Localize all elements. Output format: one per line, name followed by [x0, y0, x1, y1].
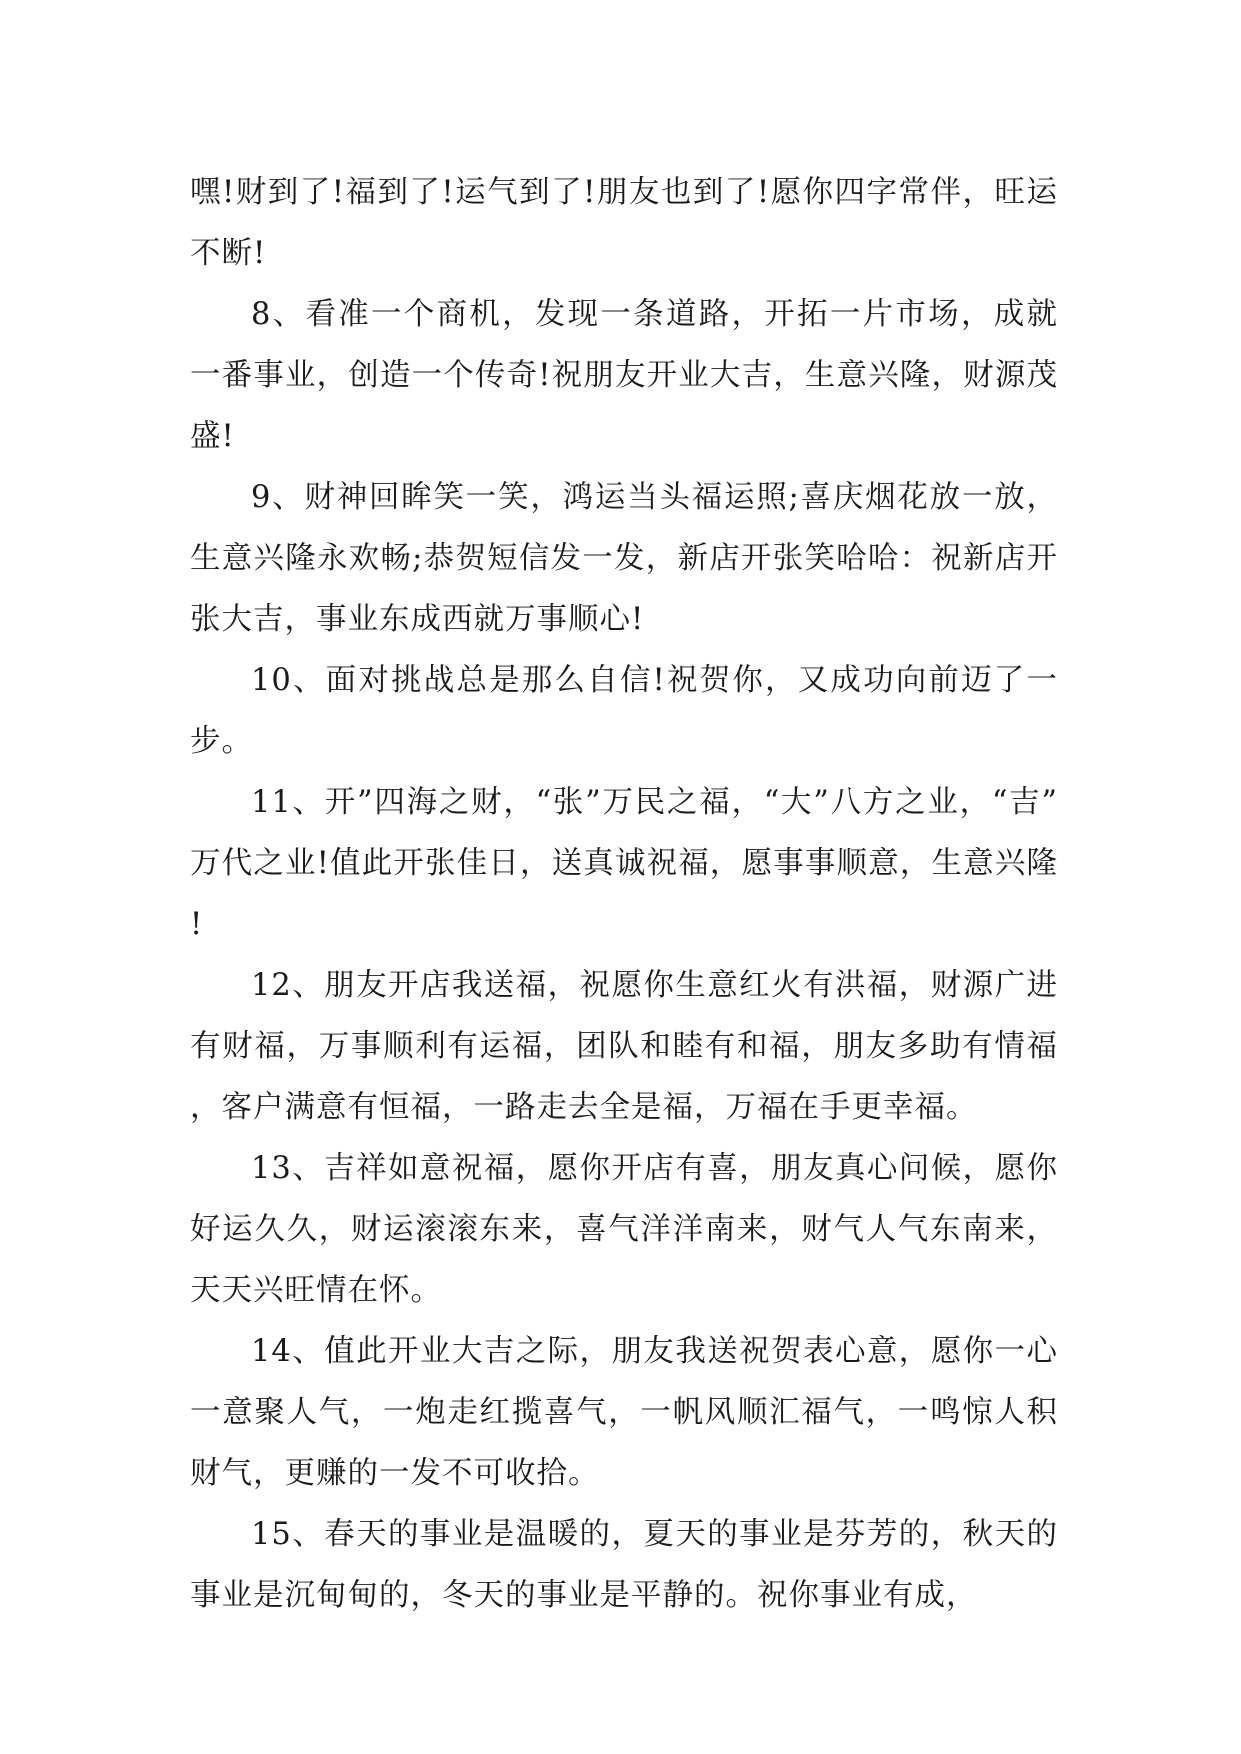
document-body — [190, 162, 1058, 1626]
paragraph-continuation: 嘿!财到了!福到了!运气到了!朋友也到了!愿你四字常伴，旺运不断! — [190, 175, 1058, 271]
paragraph-item-9: 9、财神回眸笑一笑，鸿运当头福运照;喜庆烟花放一放，生意兴隆永欢畅;恭贺短信发一发，新店开张笑哈哈：祝新店开张大吉，事业东成西就万事顺心! — [190, 480, 1058, 637]
paragraph-item-8: 8、看准一个商机，发现一条道路，开拓一片市场，成就一番事业，创造一个传奇!祝朋友开业大吉，生意兴隆，财源茂盛! — [190, 297, 1058, 454]
paragraph-item-10: 10、面对挑战总是那么自信!祝贺你，又成功向前迈了一步。 — [190, 663, 1058, 759]
paragraph-item-13: 13、吉祥如意祝福，愿你开店有喜，朋友真心问候，愿你好运久久，财运滚滚东来，喜气洋洋南来，财气人气东南来，天天兴旺情在怀。 — [190, 1151, 1058, 1308]
paragraph-item-15: 15、春天的事业是温暖的，夏天的事业是芬芳的，秋天的事业是沉甸甸的，冬天的事业是平静的。祝你事业有成， — [190, 1517, 1058, 1613]
paragraph-item-12: 12、朋友开店我送福，祝愿你生意红火有洪福，财源广进有财福，万事顺利有运福，团队和睦有和福，朋友多助有情福，客户满意有恒福，一路走去全是福，万福在手更幸福。 — [190, 968, 1058, 1125]
paragraph-item-11: 11、开”四海之财，“张”万民之福，“大”八方之业，“吉”万代之业!值此开张佳日，送真诚祝福，愿事事顺意，生意兴隆! — [190, 785, 1058, 942]
paragraph-item-14: 14、值此开业大吉之际，朋友我送祝贺表心意，愿你一心一意聚人气，一炮走红揽喜气，一帆风顺汇福气，一鸣惊人积财气，更赚的一发不可收拾。 — [190, 1334, 1058, 1491]
